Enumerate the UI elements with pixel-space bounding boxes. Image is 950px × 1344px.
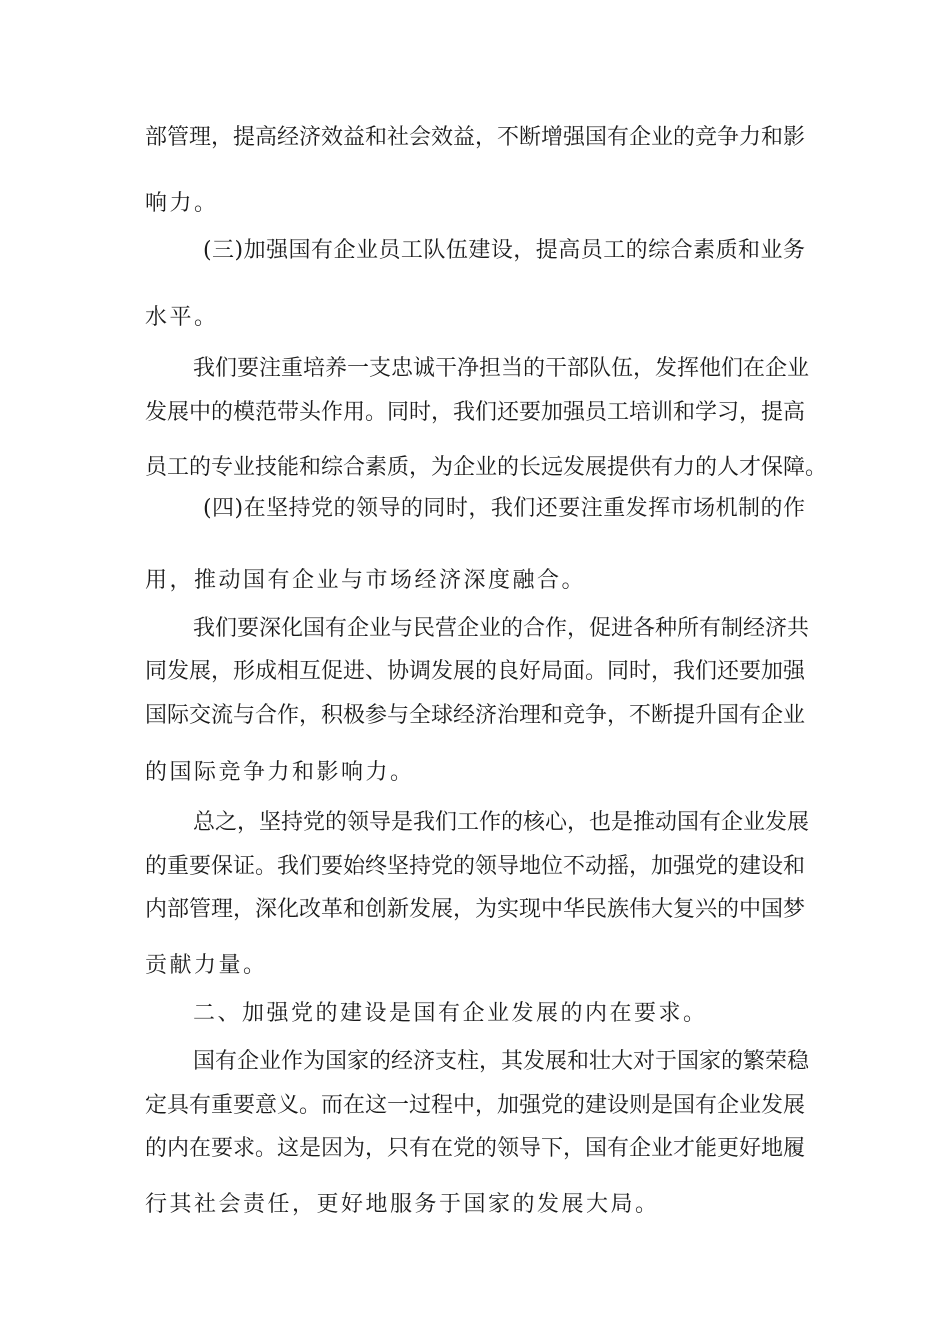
paragraph-line: 的国际竞争力和影响力。 bbox=[145, 760, 415, 785]
paragraph-line: 贡献力量。 bbox=[145, 953, 268, 978]
section-heading-2: 二、加强党的建设是国有企业发展的内在要求。 bbox=[193, 1001, 708, 1026]
paragraph-line: 发展中的模范带头作用。同时，我们还要加强员工培训和学习，提高 bbox=[145, 400, 806, 425]
section-heading-4: (四)在坚持党的领导的同时，我们还要注重发挥市场机制的作 bbox=[203, 496, 805, 521]
paragraph-line: 我们要注重培养一支忠诚干净担当的干部队伍，发挥他们在企业 bbox=[193, 356, 810, 381]
paragraph-line: 内部管理，深化改革和创新发展，为实现中华民族伟大复兴的中国梦 bbox=[145, 897, 806, 922]
paragraph-line: 员工的专业技能和综合素质，为企业的长远发展提供有力的人才保障。 bbox=[145, 455, 828, 480]
paragraph-line: 国有企业作为国家的经济支柱，其发展和壮大对于国家的繁荣稳 bbox=[193, 1049, 810, 1074]
section-heading-3-continued: 水平。 bbox=[145, 305, 219, 330]
paragraph-line: 国际交流与合作，积极参与全球经济治理和竞争，不断提升国有企业 bbox=[145, 703, 806, 728]
paragraph-line: 响力。 bbox=[145, 191, 219, 216]
paragraph-line: 行其社会责任，更好地服务于国家的发展大局。 bbox=[145, 1192, 660, 1217]
paragraph-line: 总之，坚持党的领导是我们工作的核心，也是推动国有企业发展 bbox=[193, 810, 810, 835]
section-heading-4-continued: 用，推动国有企业与市场经济深度融合。 bbox=[145, 568, 587, 593]
section-heading-3: (三)加强国有企业员工队伍建设，提高员工的综合素质和业务 bbox=[203, 238, 805, 263]
paragraph-line: 我们要深化国有企业与民营企业的合作，促进各种所有制经济共 bbox=[193, 616, 810, 641]
paragraph-line: 定具有重要意义。而在这一过程中，加强党的建设则是国有企业发展 bbox=[145, 1093, 806, 1118]
paragraph-line: 的重要保证。我们要始终坚持党的领导地位不动摇，加强党的建设和 bbox=[145, 854, 806, 879]
paragraph-line: 的内在要求。这是因为，只有在党的领导下，国有企业才能更好地履 bbox=[145, 1136, 806, 1161]
paragraph-line: 同发展，形成相互促进、协调发展的良好局面。同时，我们还要加强 bbox=[145, 659, 806, 684]
paragraph-line: 部管理，提高经济效益和社会效益，不断增强国有企业的竞争力和影 bbox=[145, 125, 806, 150]
